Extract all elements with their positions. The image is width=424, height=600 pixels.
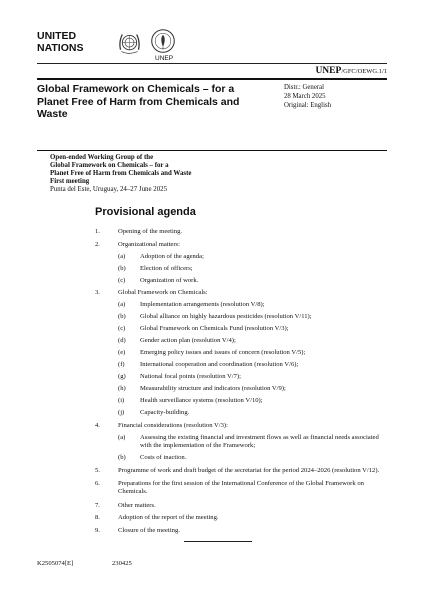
agenda-item-9-number: 9. [95, 527, 100, 534]
subitem-label: (b) [118, 454, 126, 461]
un-name [37, 30, 83, 54]
un-emblem-icon [116, 30, 143, 57]
agenda-item-6-number: 6. [95, 480, 100, 487]
header-rule-top [37, 63, 387, 64]
agenda-item-1-text: Opening of the meeting. [118, 228, 183, 235]
document-symbol [315, 66, 387, 76]
unep-emblem-icon [150, 28, 176, 54]
subitem-label: (a) [118, 301, 126, 308]
agenda-item-3f: International cooperation and coordination (resolution V/6); [140, 361, 299, 368]
agenda-item-4-number: 4. [95, 422, 100, 429]
subitem-label: (e) [118, 349, 126, 356]
meeting-place: Punta del Este, Uruguay, 24–27 June 2025 [50, 186, 168, 194]
job-number: 230425 [112, 560, 132, 567]
header-rule-middle [37, 78, 387, 80]
agenda-item-5-number: 5. [95, 467, 100, 474]
agenda-item-3j: Capacity-building. [140, 409, 190, 416]
meeting-line2: Global Framework on Chemicals – for a [50, 162, 169, 170]
agenda-item-3-number: 3. [95, 289, 100, 296]
un-name-line2: NATIONS [37, 42, 84, 54]
agenda-item-5-text: Programme of work and draft budget of the secretariat for the period 2024–2026 (resolution V/12). [118, 467, 380, 474]
subitem-label: (g) [118, 373, 126, 380]
meeting-line3: Planet Free of Harm from Chemicals and Waste [50, 170, 192, 178]
agenda-item-3b: Global alliance on highly hazardous pesticides (resolution V/11); [140, 313, 312, 320]
distribution: Distr.: General [284, 84, 325, 91]
symbol-rest: /GFC/OEWG.1/1 [341, 68, 387, 75]
subitem-label: (f) [118, 361, 125, 368]
agenda-item-8-text: Adoption of the report of the meeting. [118, 514, 219, 521]
end-rule [184, 541, 252, 542]
agenda-item-3i: Health surveillance systems (resolution V/10); [140, 397, 263, 404]
agenda-item-2c: Organization of work. [140, 277, 199, 284]
agenda-item-4-text: Financial considerations (resolution V/3): [118, 422, 228, 429]
agenda-title: Provisional agenda [95, 206, 196, 218]
agenda-item-6-text: Preparations for the first session of the International Conference of the Global Framework on Chemicals. [118, 480, 364, 495]
subitem-label: (a) [118, 253, 126, 260]
agenda-item-2-text: Organizational matters: [118, 241, 180, 248]
agenda-item-3c: Global Framework on Chemicals Fund (resolution V/3); [140, 325, 289, 332]
agenda-item-3g: National focal points (resolution V/7); [140, 373, 241, 380]
subitem-label: (c) [118, 325, 126, 332]
subitem-label: (d) [118, 337, 126, 344]
agenda-item-9-text: Closure of the meeting. [118, 527, 180, 534]
symbol-main: UNEP [315, 66, 342, 76]
original-language: Original: English [284, 102, 332, 109]
agenda-item-3e: Emerging policy issues and issues of concern (resolution V/5); [140, 349, 306, 356]
agenda-item-3a: Implementation arrangements (resolution V/8); [140, 301, 265, 308]
issue-date: 28 March 2025 [284, 92, 326, 100]
subitem-label: (c) [118, 277, 126, 284]
agenda-item-4b: Costs of inaction. [140, 454, 187, 461]
agenda-item-2a: Adoption of the agenda; [140, 253, 204, 260]
agenda-item-8-number: 8. [95, 514, 100, 521]
subitem-label: (j) [118, 409, 125, 416]
agenda-item-2-number: 2. [95, 241, 100, 248]
meeting-line4: First meeting [50, 178, 90, 186]
distribution-info [284, 84, 326, 101]
subitem-label: (i) [118, 397, 125, 404]
unep-wordmark: UNEP [155, 55, 174, 62]
agenda-item-1-number: 1. [95, 228, 100, 235]
agenda-item-7-text: Other matters. [118, 502, 156, 509]
subitem-label: (b) [118, 313, 126, 320]
agenda-item-3-text: Global Framework on Chemicals: [118, 289, 208, 296]
agenda-item-7-number: 7. [95, 502, 100, 509]
subitem-label: (b) [118, 265, 126, 272]
subitem-label: (h) [118, 385, 126, 392]
job-code: K2505074[E] [37, 560, 74, 567]
agenda-item-4a: Assessing the existing financial and investment flows as well as financial needs associated with the implementation of the Framework; [140, 434, 379, 449]
meeting-line1: Open-ended Working Group of the [50, 154, 154, 161]
agenda-item-3d: Gender action plan (resolution V/4); [140, 337, 236, 344]
header-rule-bottom [37, 150, 387, 151]
subitem-label: (a) [118, 434, 126, 441]
document-title: Global Framework on Chemicals – for a Planet Free of Harm from Chemicals and Waste [37, 83, 240, 120]
meeting-block [50, 154, 280, 194]
agenda-item-3h: Measurability structure and indicators (resolution V/9); [140, 385, 286, 392]
agenda-item-2b: Election of officers; [140, 265, 193, 272]
un-name-line1: UNITED [37, 30, 77, 42]
